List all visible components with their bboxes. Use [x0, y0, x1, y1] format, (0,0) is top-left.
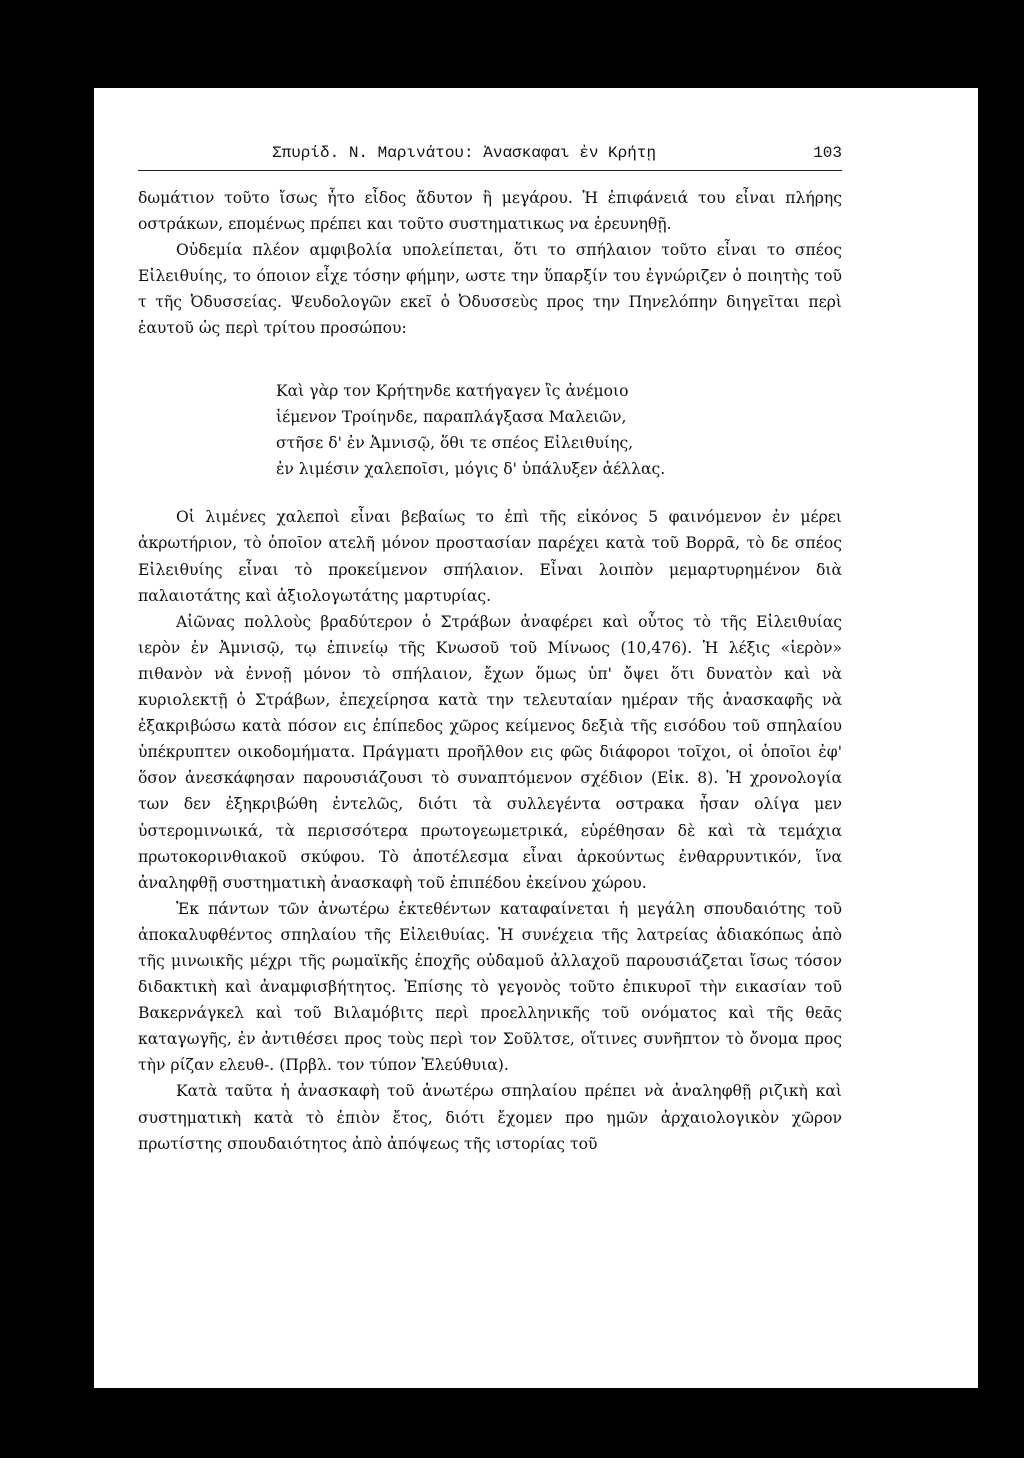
paragraph-cave-identification: Οὐδεμία πλέον αμφιβολία υπολείπεται, ὅτι το σπήλαιον τοῦτο εἶναι το σπέος Εἰλειθυίης, το όποιον εἶχε τόσην φήμην, ωστε την ὕπαρξίν του ἐγνώριζεν ὁ ποιητὴς τοῦ τ τῆς Ὀδυσσείας. Ψευδολογῶν εκεῖ ὁ Ὀδυσσεὺς προς την Πηνελόπην διηγεῖται περὶ ἑαυτοῦ ὡς περὶ τρίτου προσώπου:: [138, 241, 842, 338]
running-header: [138, 140, 842, 171]
verse-line: στῆσε δ' ἐν Ἀμνισῷ, ὅθι τε σπέος Εἰλειθυίης,: [276, 433, 634, 452]
header-title: Σπυρίδ. Ν. Μαρινάτου: Ἀνασκαφαι ἐν Κρήτῃ: [272, 144, 657, 162]
paragraph-importance: Ἐκ πάντων τῶν ἀνωτέρω ἐκτεθέντων καταφαίνεται ἡ μεγάλη σπουδαιότης τοῦ ἀποκαλυφθέντος σπηλαίου τῆς Εἰλειθυίας. Ἡ συνέχεια τῆς λατρείας ἀδιακόπως ἀπὸ τῆς μινωικῆς μέχρι τῆς ρωμαϊκῆς ἐποχῆς οὐδαμοῦ ἀλλαχοῦ παρουσιάζεται ἴσως τόσον διδακτικὴ καὶ ἀναμφισβήτητος. Ἐπίσης τὸ γεγονὸς τοῦτο ἐπικυροῖ τὴν εικασίαν τοῦ Βακερνάγκελ καὶ τοῦ Βιλαμόβιτς περὶ προελληνικῆς τοῦ ονόματος καὶ τῆς θεᾶς καταγωγῆς, ἐν ἀντιθέσει προς τοὺς περὶ τον Σοῦλτσε, οἵτινες συνῆπτον τὸ ὄνομα προς τὴν ρίζαν ελευθ-. (Πρβλ. τον τύπον Ἐλεύθυια).: [138, 899, 842, 1075]
paragraph-conclusion: Κατὰ ταῦτα ἡ ἀνασκαφὴ τοῦ ἀνωτέρω σπηλαίου πρέπει νὰ ἀναληφθῇ ριζικὴ καὶ συστηματικὴ κατὰ τὸ ἐπιὸν ἔτος, διότι ἔχομεν προ ημῶν ἀρχαιολογικὸν χῶρον πρωτίστης σπουδαιότητος ἀπὸ ἀπόψεως τῆς ιστορίας τοῦ: [138, 1082, 842, 1153]
page-content: [138, 140, 842, 1157]
spacer: [138, 492, 842, 504]
verse-line: ἐν λιμέσιν χαλεποῖσι, μόγις δ' ὑπάλυξεν ἀέλλας.: [276, 460, 666, 479]
verse-line: Καὶ γὰρ τον Κρήτηνδε κατήγαγεν ἲς ἀνέμοιο: [276, 381, 629, 400]
paragraph-harbours: Οἱ λιμένες χαλεποὶ εἶναι βεβαίως το ἐπὶ τῆς εἰκόνος 5 φαινόμενον ἐν μέρει ἀκρωτήριον, τὸ ὁποῖον ατελῆ μόνον προστασίαν παρέχει κατὰ τοῦ Βορρᾶ, τὸ δε σπέος Εἰλειθυίης εἶναι τὸ προκείμενον σπήλαιον. Εἶναι λοιπὸν μεμαρτυρημένον διὰ παλαιοτάτης καὶ ἀξιολογωτάτης μαρτυρίας.: [138, 508, 842, 605]
paragraph-strabo: Αἰῶνας πολλοὺς βραδύτερον ὁ Στράβων ἀναφέρει καὶ οὗτος τὸ τῆς Εἰλειθυίας ιερὸν ἐν Ἀμνισῷ, τῳ ἐπινείῳ τῆς Κνωσοῦ τοῦ Μίνωος (10,476). Ἡ λέξις «ἱερὸν» πιθανὸν νὰ ἐννοῇ μόνον τὸ σπήλαιον, ἔχων ὅμως ὑπ' ὄψει ὅτι δυνατὸν καὶ νὰ κυριολεκτῇ ὁ Στράβων, ἐπεχείρησα κατὰ την τελευταίαν ημέραν τῆς ἀνασκαφῆς νὰ ἐξακριβώσω κατὰ πόσον εις ἐπίπεδος χῶρος κείμενος δεξιὰ τῆς εισόδου τοῦ σπηλαίου ὑπέκρυπτεν οικοδομήματα. Πράγματι προῆλθον εις φῶς διάφοροι τοῖχοι, οἱ ὁποῖοι ἐφ' ὅσον ἀνεσκάφησαν παρουσιάζουσι τὸ συναπτόμενον σχέδιον (Εἰκ. 8). Ἡ χρονολογία των δεν ἐξηκριβώθη ἐντελῶς, διότι τὰ συλλεγέντα οστρακα ἦσαν ολίγα μεν ὑστερομινωικά, τὰ περισσότερα πρωτογεωμετρικά, εὑρέθησαν δὲ καὶ τὰ τεμάχια πρωτοκορινθιακοῦ σκύφου. Τὸ ἀποτέλεσμα εἶναι ἀρκούντως ἐνθαρρυντικόν, ἵνα ἀναληφθῇ συστηματικὴ ἀνασκαφὴ τοῦ ἐπιπέδου ἐκείνου χώρου.: [138, 612, 842, 892]
homer-quotation: [138, 378, 842, 483]
page-number: 103: [813, 144, 842, 162]
paragraph-continuation: δωμάτιον τοῦτο ἴσως ἦτο εἶδος ἄδυτον ἢ μεγάρου. Ἡ ἐπιφάνειά του εἶναι πλήρης οστράκων, επομένως πρέπει και τοῦτο συστηματικως να ἐρευνηθῇ.: [138, 189, 842, 234]
verse-line: ἱέμενον Τροίηνδε, παραπλάγξασα Μαλειῶν,: [276, 407, 627, 426]
